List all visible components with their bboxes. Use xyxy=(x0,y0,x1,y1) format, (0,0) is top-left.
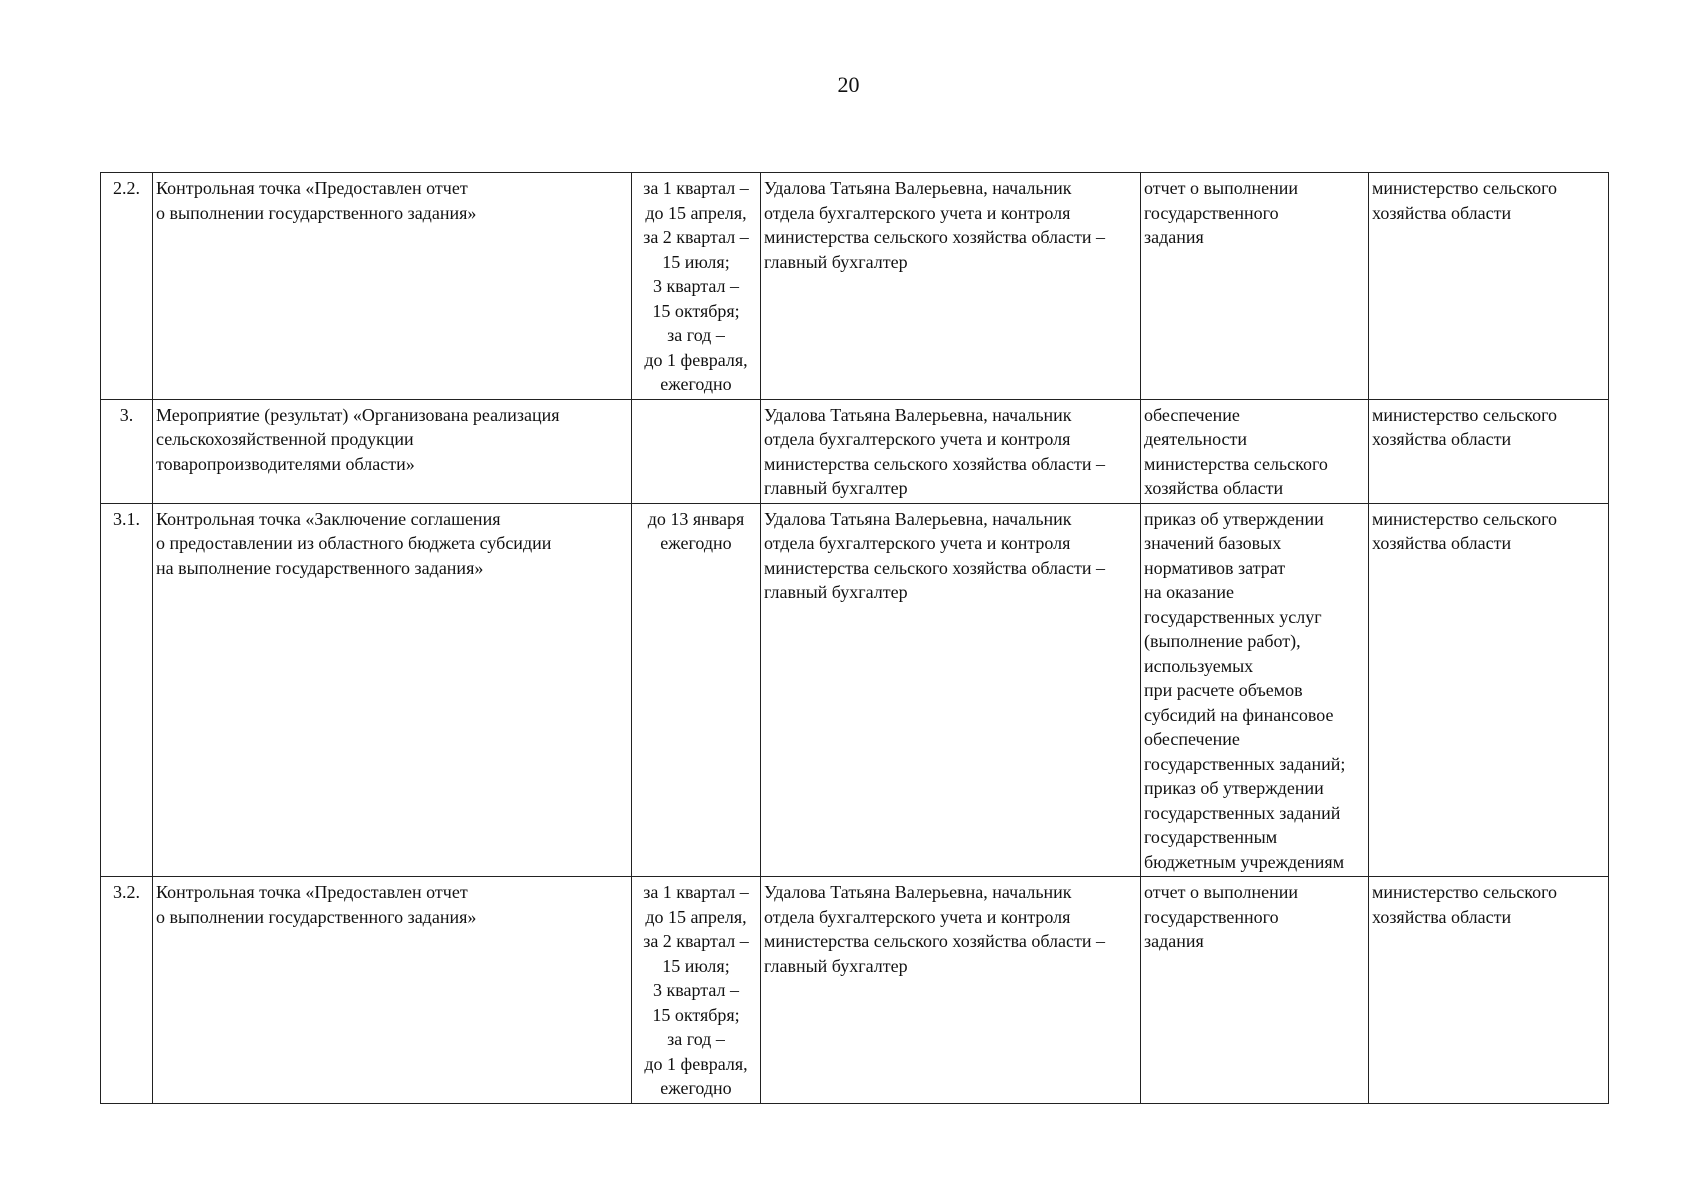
deadline-cell xyxy=(632,399,761,503)
cell-line: задания xyxy=(1144,931,1204,951)
cell-line: хозяйства области xyxy=(1372,202,1512,223)
cell-line: 15 июля; xyxy=(662,251,730,272)
result-document-cell xyxy=(1141,877,1369,1104)
cell-line: субсидий на финансовое xyxy=(1144,704,1334,725)
cell-line: до 1 февраля, xyxy=(644,349,748,370)
cell-line: государственного xyxy=(1144,202,1279,223)
cell-line: 3 квартал – xyxy=(653,980,739,1000)
cell-line: хозяйства области xyxy=(1372,906,1512,927)
cell-line: Контрольная точка «Заключение соглашения xyxy=(156,508,501,529)
cell-line: задания xyxy=(1144,227,1204,247)
page-number: 20 xyxy=(837,72,860,97)
deadline-cell xyxy=(632,877,761,1104)
cell-line: хозяйства области xyxy=(1372,533,1512,553)
table-row xyxy=(101,399,1609,503)
information-system-cell xyxy=(1369,503,1609,877)
cell-line: деятельности xyxy=(1144,429,1248,449)
responsible-person-cell xyxy=(761,877,1141,1104)
cell-line: отдела бухгалтерского учета и контроля xyxy=(764,429,1071,449)
cell-line: обеспечение xyxy=(1144,404,1240,425)
cell-line: приказ об утверждении xyxy=(1144,508,1324,529)
cell-line: государственных услуг xyxy=(1144,606,1322,627)
information-system-cell xyxy=(1369,877,1609,1104)
cell-line: государственных заданий; xyxy=(1144,753,1346,774)
cell-line: Удалова Татьяна Валерьевна, начальник xyxy=(764,404,1072,425)
cell-line: главный бухгалтер xyxy=(764,251,908,272)
cell-line: до 15 апреля, xyxy=(645,202,747,223)
cell-line: главный бухгалтер xyxy=(764,955,908,976)
cell-line: при расчете объемов xyxy=(1144,680,1303,700)
cell-line: государственным xyxy=(1144,827,1278,847)
deadline-cell xyxy=(632,173,761,400)
table-row xyxy=(101,503,1609,877)
cell-line: на оказание xyxy=(1144,582,1234,602)
information-system-cell xyxy=(1369,173,1609,400)
cell-line: министерства сельского хозяйства области – xyxy=(764,557,1105,578)
responsible-person-cell xyxy=(761,503,1141,877)
cell-line: за год – xyxy=(667,1029,725,1049)
deadline-cell xyxy=(632,503,761,877)
cell-line: (выполнение работ), xyxy=(1144,631,1301,651)
cell-line: 15 октября; xyxy=(652,300,740,321)
cell-line: министерства сельского хозяйства области – xyxy=(764,453,1105,474)
cell-line: о выполнении государственного задания» xyxy=(156,906,477,927)
cell-line: за 2 квартал – xyxy=(643,227,749,247)
cell-line: Удалова Татьяна Валерьевна, начальник xyxy=(764,882,1072,902)
cell-line: министерство сельского xyxy=(1372,178,1558,198)
cell-line: обеспечение xyxy=(1144,729,1240,749)
cell-line: за 2 квартал – xyxy=(643,931,749,951)
cell-line: ежегодно xyxy=(660,1078,732,1098)
cell-line: Мероприятие (результат) «Организована реализация xyxy=(156,404,560,425)
cell-line: главный бухгалтер xyxy=(764,478,908,498)
cell-line: Контрольная точка «Предоставлен отчет xyxy=(156,882,468,902)
cell-line: государственных заданий xyxy=(1144,802,1341,823)
cell-line: сельскохозяйственной продукции xyxy=(156,429,414,449)
cell-line: 3 квартал – xyxy=(653,276,739,296)
cell-line: за 1 квартал – xyxy=(643,882,749,902)
result-document-cell xyxy=(1141,503,1369,877)
cell-line: бюджетным учреждениям xyxy=(1144,851,1345,872)
cell-line: о предоставлении из областного бюджета субсидии xyxy=(156,533,552,553)
responsible-person-cell xyxy=(761,399,1141,503)
row-number-cell: 3.1. xyxy=(101,503,153,877)
cell-line: министерства сельского хозяйства области – xyxy=(764,931,1105,951)
cell-line: министерства сельского xyxy=(1144,453,1328,474)
cell-line: 15 июля; xyxy=(662,955,730,976)
result-document-cell xyxy=(1141,173,1369,400)
plan-table-body xyxy=(101,173,1609,1104)
cell-line: отчет о выполнении xyxy=(1144,882,1299,902)
cell-line: хозяйства области xyxy=(1144,478,1284,498)
cell-line: значений базовых xyxy=(1144,533,1282,553)
cell-line: министерство сельского xyxy=(1372,882,1558,902)
cell-line: отчет о выполнении xyxy=(1144,178,1299,198)
cell-line: министерство сельского xyxy=(1372,508,1558,529)
cell-line: до 13 января xyxy=(647,508,745,529)
cell-line: министерства сельского хозяйства области – xyxy=(764,227,1105,247)
event-name-cell xyxy=(153,503,632,877)
cell-line: отдела бухгалтерского учета и контроля xyxy=(764,202,1071,223)
result-document-cell xyxy=(1141,399,1369,503)
information-system-cell xyxy=(1369,399,1609,503)
cell-line: до 1 февраля, xyxy=(644,1053,748,1074)
row-number-cell: 3. xyxy=(101,399,153,503)
event-name-cell xyxy=(153,877,632,1104)
cell-line: за 1 квартал – xyxy=(643,178,749,198)
table-row xyxy=(101,877,1609,1104)
plan-table xyxy=(100,172,1609,1104)
table-row xyxy=(101,173,1609,400)
cell-line: товаропроизводителями области» xyxy=(156,453,415,474)
cell-line: Удалова Татьяна Валерьевна, начальник xyxy=(764,178,1072,198)
cell-line: Удалова Татьяна Валерьевна, начальник xyxy=(764,508,1072,529)
cell-line: приказ об утверждении xyxy=(1144,778,1324,798)
cell-line: отдела бухгалтерского учета и контроля xyxy=(764,906,1071,927)
row-number-cell: 2.2. xyxy=(101,173,153,400)
cell-line: главный бухгалтер xyxy=(764,582,908,602)
cell-line: государственного xyxy=(1144,906,1279,927)
cell-line: хозяйства области xyxy=(1372,429,1512,449)
event-name-cell xyxy=(153,173,632,400)
row-number-cell: 3.2. xyxy=(101,877,153,1104)
cell-line: отдела бухгалтерского учета и контроля xyxy=(764,533,1071,553)
event-name-cell xyxy=(153,399,632,503)
cell-line: нормативов затрат xyxy=(1144,557,1286,578)
cell-line: Контрольная точка «Предоставлен отчет xyxy=(156,178,468,198)
cell-line: ежегодно xyxy=(660,533,732,553)
cell-line: о выполнении государственного задания» xyxy=(156,202,477,223)
cell-line: на выполнение государственного задания» xyxy=(156,557,484,578)
cell-line: 15 октября; xyxy=(652,1004,740,1025)
cell-line: ежегодно xyxy=(660,374,732,394)
responsible-person-cell xyxy=(761,173,1141,400)
cell-line: используемых xyxy=(1144,655,1254,676)
cell-line: за год – xyxy=(667,325,725,345)
cell-line: до 15 апреля, xyxy=(645,906,747,927)
cell-line: министерство сельского xyxy=(1372,404,1558,425)
